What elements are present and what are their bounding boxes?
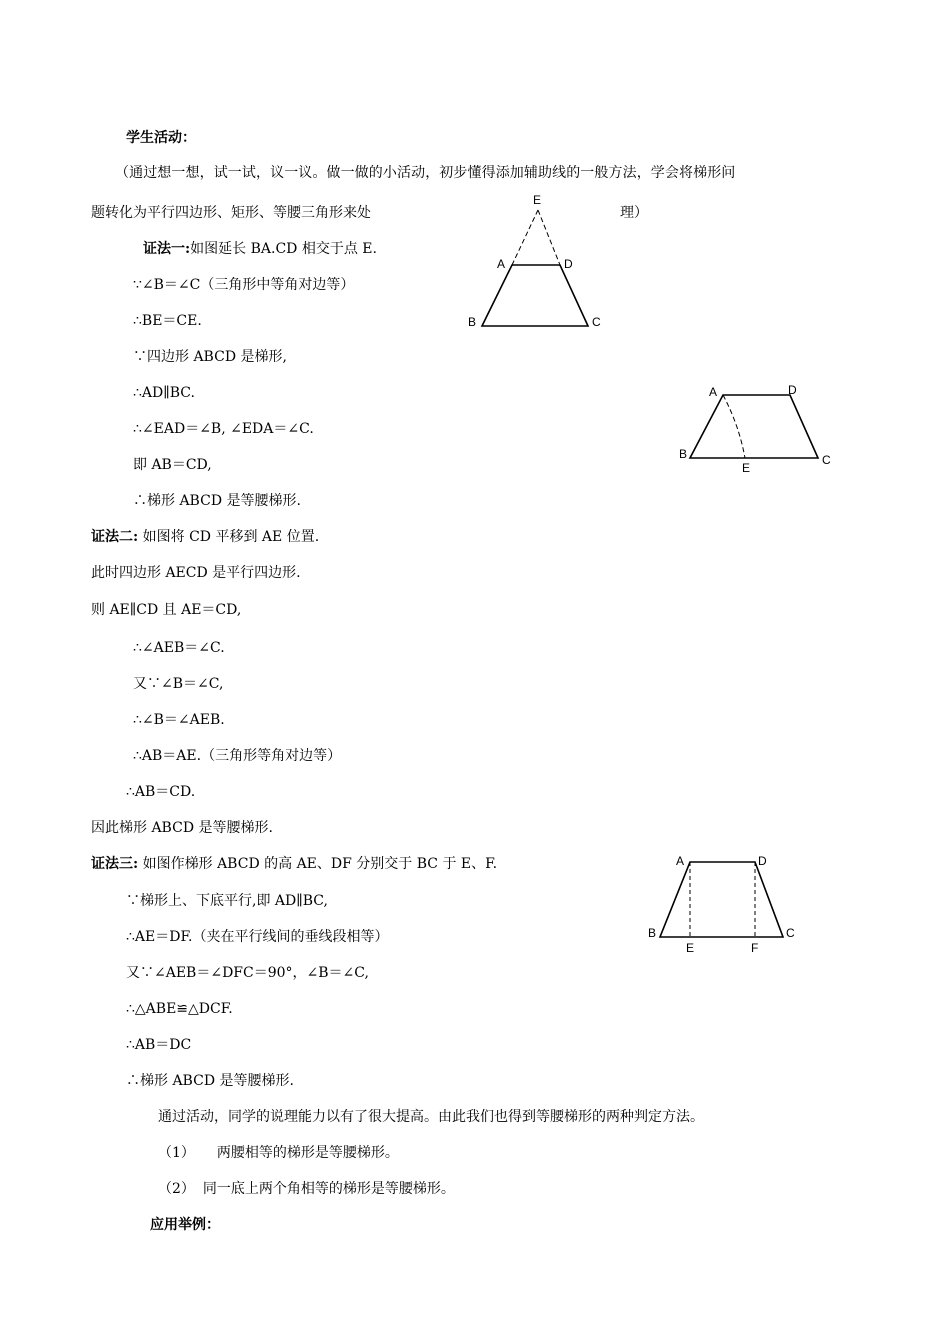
method-number: （2）	[158, 1181, 195, 1197]
proof2-heading	[91, 527, 319, 547]
fig3-label-f: F	[751, 941, 759, 955]
fig2-label-e: E	[742, 461, 751, 475]
section-heading-examples: 应用举例：	[150, 1217, 220, 1233]
proof1-step: 即 AB＝CD,	[133, 457, 212, 473]
fig2-dashed-ae	[723, 395, 745, 458]
fig1-label-b: B	[468, 315, 477, 329]
proof2-line: ∴AB＝CD.	[126, 784, 196, 800]
fig1-dashed-ed	[538, 210, 560, 265]
fig1-label-c: C	[592, 315, 601, 329]
method-1	[158, 1143, 399, 1163]
proof1-step: ∴BE＝CE.	[133, 313, 202, 329]
proof1-step: ∴梯形 ABCD 是等腰梯形.	[133, 493, 301, 509]
proof1-step: ∴∠EAD＝∠B, ∠EDA＝∠C.	[133, 421, 314, 437]
proof1-step: ∵四边形 ABCD 是梯形,	[133, 349, 287, 365]
proof2-line: ∴AB＝AE.（三角形等角对边等）	[133, 748, 342, 764]
fig2-label-b: B	[679, 447, 688, 461]
proof2-line: 则 AE∥CD 且 AE＝CD,	[91, 602, 242, 618]
method-text: 两腰相等的梯形是等腰梯形。	[216, 1145, 399, 1161]
fig3-trapezoid	[660, 862, 783, 937]
fig3-label-e: E	[686, 941, 695, 955]
proof3-step: ∵梯形上、下底平行,即 AD∥BC,	[126, 893, 328, 909]
proof1-label: 证法一:	[143, 241, 191, 257]
fig1-label-e: E	[533, 193, 542, 207]
method-text: 同一底上两个角相等的梯形是等腰梯形。	[202, 1181, 455, 1197]
fig1-label-a: A	[497, 257, 506, 271]
fig3-label-a: A	[676, 854, 685, 868]
proof2-line: ∴∠AEB＝∠C.	[133, 640, 225, 656]
fig3-label-c: C	[786, 926, 795, 940]
proof3-step: ∴AE＝DF.（夹在平行线间的垂线段相等）	[126, 929, 389, 945]
proof3-heading	[91, 854, 497, 874]
section-heading-activity: 学生活动：	[126, 130, 196, 146]
method-number: （1）	[158, 1145, 195, 1161]
figure-2-translation	[675, 380, 840, 480]
intro-line-1: （通过想一想，试一试，议一议。做一做的小活动，初步懂得添加辅助线的一般方法，学会将梯形问	[115, 165, 736, 181]
proof3-step: ∴AB＝DC	[126, 1037, 192, 1053]
method-2	[158, 1179, 455, 1199]
proof3-step: ∴梯形 ABCD 是等腰梯形.	[126, 1073, 294, 1089]
proof3-step: ∴△ABE≌△DCF.	[126, 1001, 233, 1017]
proof2-label: 证法二:	[91, 529, 139, 545]
fig2-trapezoid	[690, 395, 818, 458]
fig3-label-d: D	[758, 854, 767, 868]
fig3-label-b: B	[648, 926, 657, 940]
fig1-label-d: D	[564, 257, 573, 271]
fig1-dashed-ea	[512, 210, 538, 265]
proof2-line: 此时四边形 AECD 是平行四边形.	[91, 565, 301, 581]
proof2-line: ∴∠B＝∠AEB.	[133, 712, 225, 728]
figure-3-altitudes	[640, 845, 805, 960]
proof2-line: 因此梯形 ABCD 是等腰梯形.	[91, 820, 273, 836]
summary-text: 通过活动，同学的说理能力以有了很大提高。由此我们也得到等腰梯形的两种判定方法。	[158, 1109, 704, 1125]
proof3-text: 如图作梯形 ABCD 的高 AE、DF 分别交于 BC 于 E、F.	[138, 856, 498, 872]
proof3-label: 证法三:	[91, 856, 139, 872]
fig2-label-c: C	[822, 453, 831, 467]
proof1-text: 如图延长 BA.CD 相交于点 E.	[190, 241, 377, 257]
proof1-heading	[143, 239, 377, 259]
figure-1-extended-legs	[460, 190, 620, 340]
proof2-text: 如图将 CD 平移到 AE 位置.	[138, 529, 320, 545]
proof2-line: 又∵∠B＝∠C,	[133, 676, 224, 692]
fig2-label-d: D	[788, 383, 797, 397]
proof1-step: ∴AD∥BC.	[133, 385, 195, 401]
fig2-label-a: A	[709, 385, 718, 399]
fig1-trapezoid	[482, 265, 588, 326]
proof3-step: 又∵∠AEB＝∠DFC＝90°，∠B＝∠C,	[126, 965, 369, 981]
intro-line-2: 题转化为平行四边形、矩形、等腰三角形来处	[91, 205, 371, 221]
intro-line-2-end: 理）	[620, 205, 648, 221]
proof1-step: ∵∠B＝∠C（三角形中等角对边等）	[133, 277, 355, 293]
